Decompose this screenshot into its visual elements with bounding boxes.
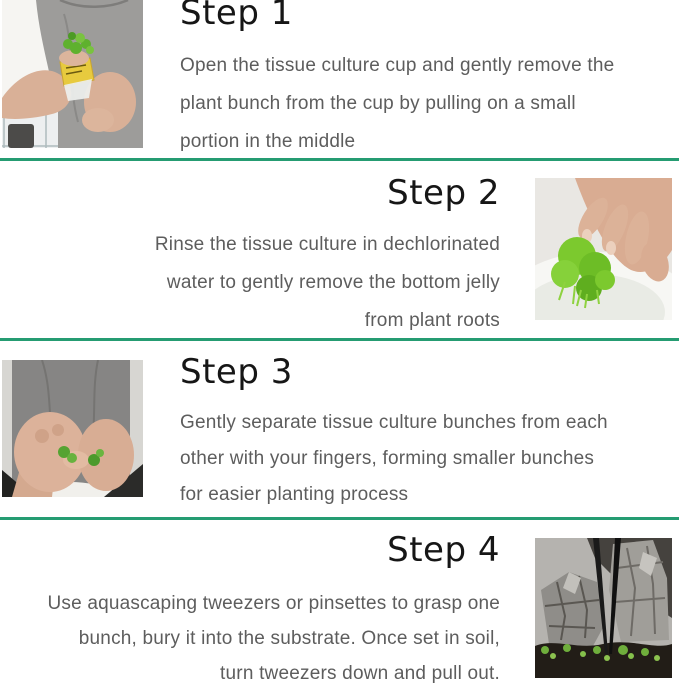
step-1-description [180,47,614,161]
step-3-description-line-3: for easier planting process [180,484,409,505]
step-1-section [0,0,679,158]
step-4-photo-illustration [535,538,672,678]
step-3-photo [2,360,143,497]
step-4-photo [535,538,672,678]
step-1-description-line-1: Open the tissue culture cup and gently remove the [180,55,615,76]
step-1-photo-illustration [2,0,143,148]
step-1-description-line-3: portion in the middle [180,131,356,152]
step-1-description-line-2: plant bunch from the cup by pulling on a small [180,93,576,114]
step-4-description [47,586,500,683]
step-2-description [155,226,500,340]
step-2-section [0,161,679,338]
step-4-title: Step 4 [387,530,500,570]
step-3-photo-illustration [2,360,143,497]
step-3-section [0,341,679,517]
step-4-section [0,520,679,683]
step-2-description-line-3: from plant roots [364,310,500,331]
step-3-title: Step 3 [180,352,293,392]
step-4-description-line-3: turn tweezers down and pull out. [220,663,500,683]
step-2-description-line-2: water to gently remove the bottom jelly [166,272,500,293]
step-2-title: Step 2 [387,173,500,213]
step-4-description-line-2: bunch, bury it into the substrate. Once set in soil, [78,628,500,649]
step-1-title: Step 1 [180,0,293,33]
step-3-description-line-1: Gently separate tissue culture bunches from each [180,412,608,433]
step-2-photo [535,178,672,320]
step-2-photo-illustration [535,178,672,320]
step-1-photo [2,0,143,148]
step-3-description-line-2: other with your fingers, forming smaller bunches [180,448,595,469]
step-4-description-line-1: Use aquascaping tweezers or pinsettes to grasp one [47,593,500,614]
step-2-description-line-1: Rinse the tissue culture in dechlorinated [154,234,500,255]
step-3-description [180,405,608,513]
